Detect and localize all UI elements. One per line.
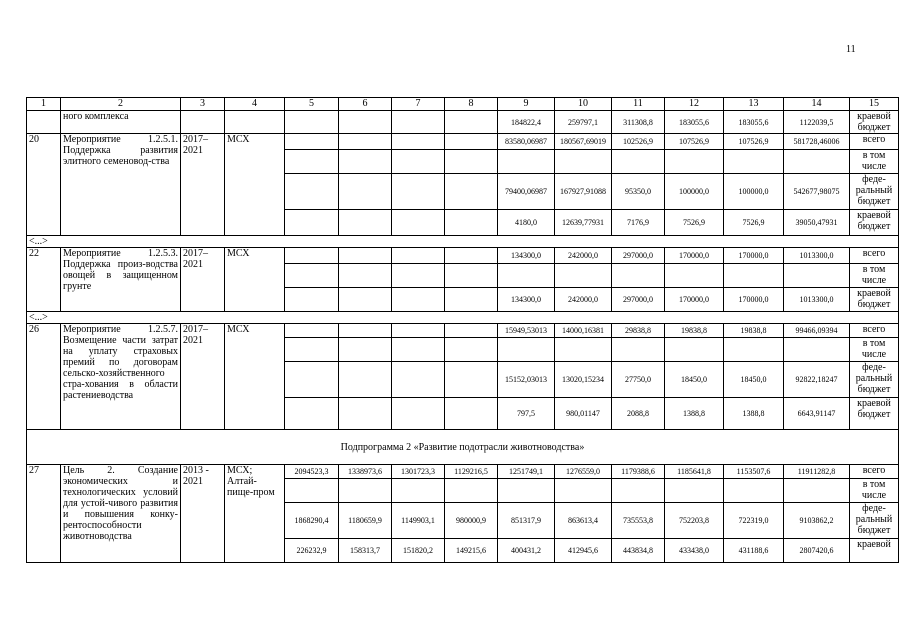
column-header: 9 bbox=[498, 98, 555, 111]
description-cell: Мероприятие 1.2.5.1. Поддержка развития элитного семеновод-ства bbox=[61, 134, 181, 236]
page-number: 11 bbox=[846, 44, 856, 55]
value-cell: 151820,2 bbox=[392, 539, 445, 563]
column-header: 14 bbox=[784, 98, 850, 111]
value-cell: 107526,9 bbox=[665, 134, 724, 150]
funding-source-cell: краевой bbox=[850, 539, 899, 563]
value-cell: 297000,0 bbox=[612, 248, 665, 264]
value-cell: 797,5 bbox=[498, 398, 555, 430]
funding-source-cell: всего bbox=[850, 248, 899, 264]
row-number-cell: 27 bbox=[27, 465, 61, 563]
column-header: 5 bbox=[285, 98, 339, 111]
value-cell: 735553,8 bbox=[612, 503, 665, 539]
omission-marker: <...> bbox=[27, 236, 899, 248]
value-cell: 15949,53013 bbox=[498, 324, 555, 338]
executor-cell: МСХ bbox=[225, 324, 285, 430]
column-header: 2 bbox=[61, 98, 181, 111]
value-cell: 27750,0 bbox=[612, 362, 665, 398]
funding-source-cell: феде-ральный бюджет bbox=[850, 362, 899, 398]
value-cell: 581728,46006 bbox=[784, 134, 850, 150]
table-row bbox=[27, 111, 899, 134]
program-table bbox=[26, 97, 899, 563]
value-cell: 12639,77931 bbox=[555, 210, 612, 236]
value-cell: 1251749,1 bbox=[498, 465, 555, 479]
value-cell: 311308,8 bbox=[612, 111, 665, 134]
column-header: 13 bbox=[724, 98, 784, 111]
years-cell: 2017–2021 bbox=[181, 134, 225, 236]
column-header: 4 bbox=[225, 98, 285, 111]
value-cell: 1013300,0 bbox=[784, 248, 850, 264]
value-cell: 433438,0 bbox=[665, 539, 724, 563]
description-cell: Мероприятие 1.2.5.3. Поддержка произ-водства овощей в защищенном грунте bbox=[61, 248, 181, 312]
value-cell: 14000,16381 bbox=[555, 324, 612, 338]
value-cell: 752203,8 bbox=[665, 503, 724, 539]
value-cell: 29838,8 bbox=[612, 324, 665, 338]
value-cell: 2807420,6 bbox=[784, 539, 850, 563]
column-header: 11 bbox=[612, 98, 665, 111]
value-cell: 412945,6 bbox=[555, 539, 612, 563]
value-cell: 11911282,8 bbox=[784, 465, 850, 479]
value-cell: 1276559,0 bbox=[555, 465, 612, 479]
funding-source-cell: в том числе bbox=[850, 338, 899, 362]
value-cell: 1179388,6 bbox=[612, 465, 665, 479]
column-header: 15 bbox=[850, 98, 899, 111]
value-cell: 1868290,4 bbox=[285, 503, 339, 539]
column-header: 12 bbox=[665, 98, 724, 111]
value-cell: 100000,0 bbox=[665, 174, 724, 210]
value-cell: 170000,0 bbox=[665, 288, 724, 312]
value-cell: 6643,91147 bbox=[784, 398, 850, 430]
table-row bbox=[27, 248, 899, 264]
value-cell: 170000,0 bbox=[665, 248, 724, 264]
value-cell: 297000,0 bbox=[612, 288, 665, 312]
value-cell: 1388,8 bbox=[665, 398, 724, 430]
funding-source-cell: краевой бюджет bbox=[850, 288, 899, 312]
value-cell: 167927,91088 bbox=[555, 174, 612, 210]
funding-source-cell: в том числе bbox=[850, 479, 899, 503]
column-header: 3 bbox=[181, 98, 225, 111]
value-cell: 13020,15234 bbox=[555, 362, 612, 398]
years-cell: 2017–2021 bbox=[181, 248, 225, 312]
value-cell: 92822,18247 bbox=[784, 362, 850, 398]
header-row bbox=[27, 98, 899, 111]
funding-source-cell: краевой бюджет bbox=[850, 398, 899, 430]
value-cell: 1129216,5 bbox=[445, 465, 498, 479]
value-cell: 7176,9 bbox=[612, 210, 665, 236]
years-cell: 2013 - 2021 bbox=[181, 465, 225, 563]
value-cell: 19838,8 bbox=[665, 324, 724, 338]
value-cell: 242000,0 bbox=[555, 288, 612, 312]
value-cell: 183055,6 bbox=[665, 111, 724, 134]
value-cell: 134300,0 bbox=[498, 248, 555, 264]
row-number-cell: 20 bbox=[27, 134, 61, 236]
value-cell: 431188,6 bbox=[724, 539, 784, 563]
value-cell: 2094523,3 bbox=[285, 465, 339, 479]
value-cell: 1180659,9 bbox=[339, 503, 392, 539]
years-cell bbox=[181, 111, 225, 134]
value-cell: 1153507,6 bbox=[724, 465, 784, 479]
funding-source-cell: в том числе bbox=[850, 264, 899, 288]
value-cell: 863613,4 bbox=[555, 503, 612, 539]
funding-source-cell: всего bbox=[850, 134, 899, 150]
value-cell: 400431,2 bbox=[498, 539, 555, 563]
value-cell: 851317,9 bbox=[498, 503, 555, 539]
value-cell: 1338973,6 bbox=[339, 465, 392, 479]
value-cell: 107526,9 bbox=[724, 134, 784, 150]
funding-source-cell: в том числе bbox=[850, 150, 899, 174]
value-cell: 1301723,3 bbox=[392, 465, 445, 479]
value-cell: 149215,6 bbox=[445, 539, 498, 563]
value-cell: 83580,06987 bbox=[498, 134, 555, 150]
value-cell: 95350,0 bbox=[612, 174, 665, 210]
funding-source-cell: краевой бюджет bbox=[850, 111, 899, 134]
executor-cell: МСХ bbox=[225, 134, 285, 236]
value-cell: 19838,8 bbox=[724, 324, 784, 338]
row-number-cell bbox=[27, 111, 61, 134]
row-number-cell: 22 bbox=[27, 248, 61, 312]
value-cell: 542677,98075 bbox=[784, 174, 850, 210]
table-row bbox=[27, 465, 899, 479]
subprogram-title: Подпрограмма 2 «Развитие подотрасли животноводства» bbox=[27, 430, 899, 465]
column-header: 7 bbox=[392, 98, 445, 111]
value-cell: 4180,0 bbox=[498, 210, 555, 236]
funding-source-cell: всего bbox=[850, 465, 899, 479]
value-cell: 102526,9 bbox=[612, 134, 665, 150]
value-cell: 722319,0 bbox=[724, 503, 784, 539]
description-cell: Цель 2. Создание экономических и технологических условий для устой-чивого развития и повышения конку-рентоспособности животноводства bbox=[61, 465, 181, 563]
value-cell: 1388,8 bbox=[724, 398, 784, 430]
value-cell: 226232,9 bbox=[285, 539, 339, 563]
value-cell: 170000,0 bbox=[724, 248, 784, 264]
value-cell: 158313,7 bbox=[339, 539, 392, 563]
funding-source-cell: феде-ральный бюджет bbox=[850, 503, 899, 539]
column-header: 8 bbox=[445, 98, 498, 111]
subprogram-row bbox=[27, 430, 899, 465]
value-cell: 9103862,2 bbox=[784, 503, 850, 539]
value-cell: 1185641,8 bbox=[665, 465, 724, 479]
value-cell: 18450,0 bbox=[724, 362, 784, 398]
row-number-cell: 26 bbox=[27, 324, 61, 430]
value-cell: 7526,9 bbox=[665, 210, 724, 236]
value-cell: 39050,47931 bbox=[784, 210, 850, 236]
value-cell: 99466,09394 bbox=[784, 324, 850, 338]
value-cell: 1122039,5 bbox=[784, 111, 850, 134]
value-cell: 100000,0 bbox=[724, 174, 784, 210]
value-cell: 7526,9 bbox=[724, 210, 784, 236]
funding-source-cell: феде-ральный бюджет bbox=[850, 174, 899, 210]
column-header: 10 bbox=[555, 98, 612, 111]
column-header: 1 bbox=[27, 98, 61, 111]
value-cell: 15152,03013 bbox=[498, 362, 555, 398]
value-cell: 2088,8 bbox=[612, 398, 665, 430]
years-cell: 2017–2021 bbox=[181, 324, 225, 430]
omission-row bbox=[27, 236, 899, 248]
value-cell: 980,01147 bbox=[555, 398, 612, 430]
funding-source-cell: всего bbox=[850, 324, 899, 338]
value-cell: 980000,9 bbox=[445, 503, 498, 539]
value-cell: 180567,69019 bbox=[555, 134, 612, 150]
table-row bbox=[27, 324, 899, 338]
value-cell: 1013300,0 bbox=[784, 288, 850, 312]
executor-cell: МСХ; Алтай-пище-пром bbox=[225, 465, 285, 563]
value-cell: 170000,0 bbox=[724, 288, 784, 312]
omission-marker: <...> bbox=[27, 312, 899, 324]
executor-cell: МСХ bbox=[225, 248, 285, 312]
value-cell: 259797,1 bbox=[555, 111, 612, 134]
value-cell: 184822,4 bbox=[498, 111, 555, 134]
executor-cell bbox=[225, 111, 285, 134]
description-cell: Мероприятие 1.2.5.7. Возмещение части затрат на уплату страховых премий по договорам сельско-хозяйственного стра-хования в области растениеводства bbox=[61, 324, 181, 430]
value-cell: 183055,6 bbox=[724, 111, 784, 134]
value-cell: 443834,8 bbox=[612, 539, 665, 563]
column-header: 6 bbox=[339, 98, 392, 111]
table-row bbox=[27, 134, 899, 150]
omission-row bbox=[27, 312, 899, 324]
funding-source-cell: краевой бюджет bbox=[850, 210, 899, 236]
value-cell: 1149903,1 bbox=[392, 503, 445, 539]
value-cell: 79400,06987 bbox=[498, 174, 555, 210]
value-cell: 18450,0 bbox=[665, 362, 724, 398]
description-cell: ного комплекса bbox=[61, 111, 181, 134]
value-cell: 134300,0 bbox=[498, 288, 555, 312]
value-cell: 242000,0 bbox=[555, 248, 612, 264]
